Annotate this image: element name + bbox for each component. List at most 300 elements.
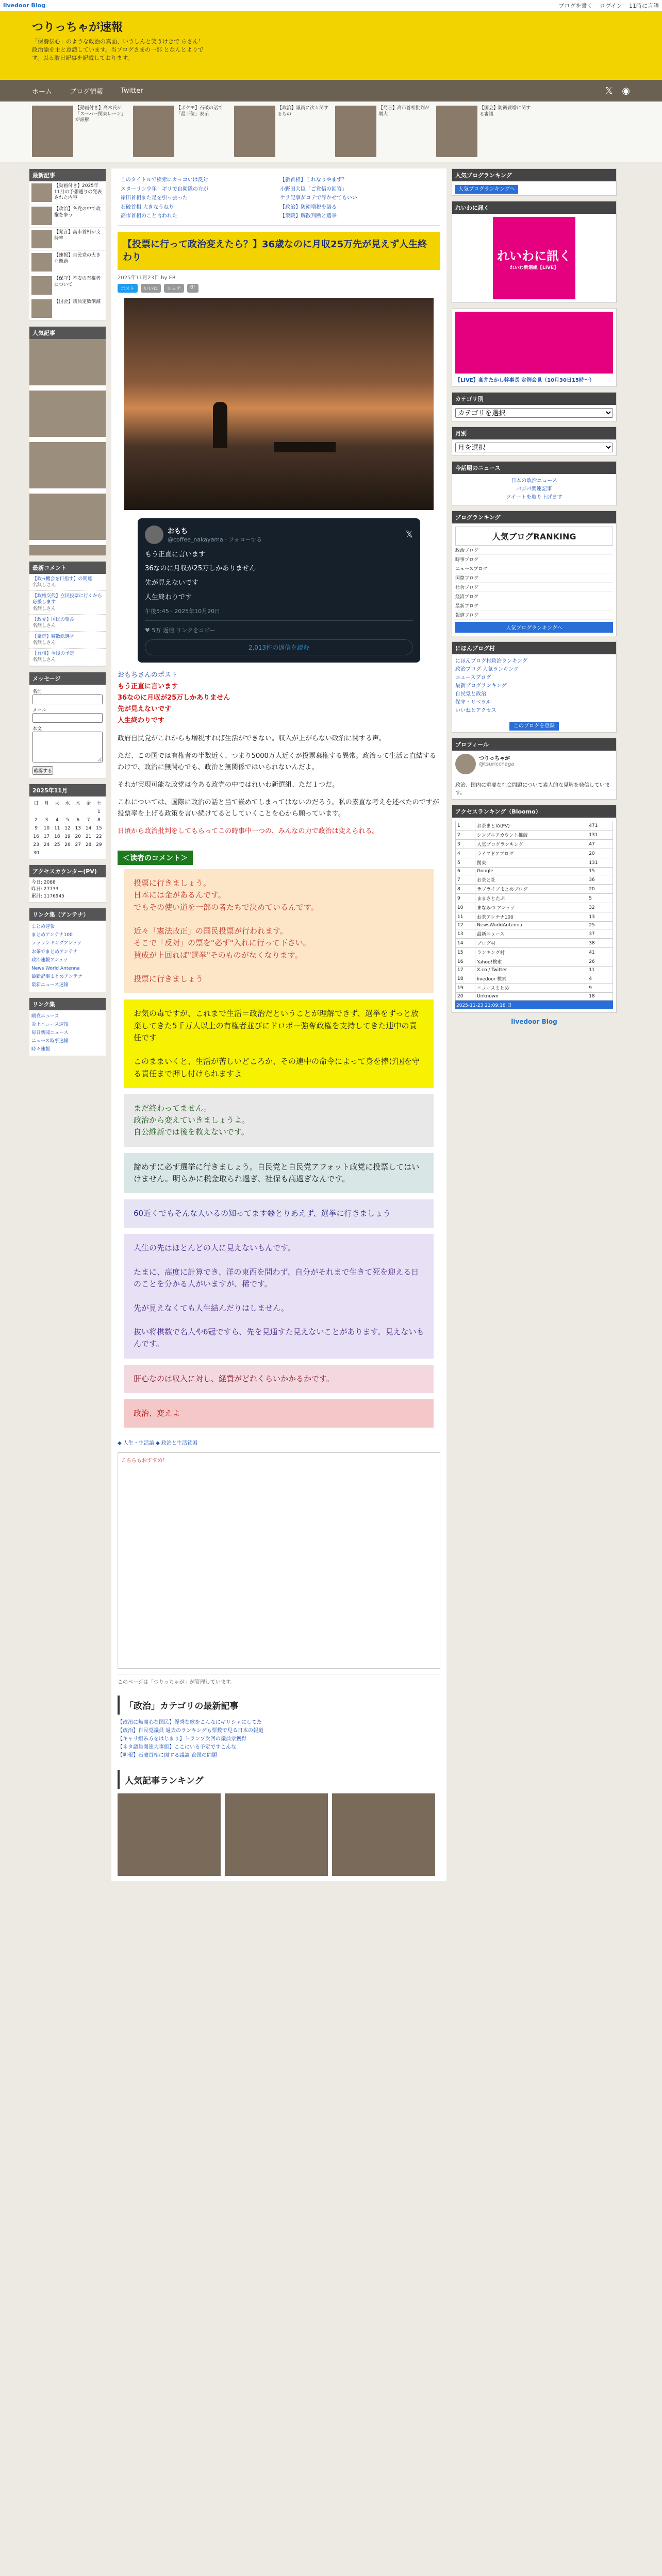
list-item[interactable]: [29, 181, 106, 205]
list-item[interactable]: [29, 297, 106, 320]
category-box: [452, 392, 617, 421]
bench: [274, 442, 336, 452]
table-cell: 18: [587, 993, 613, 1001]
calendar-heading: 2025年11月: [29, 784, 106, 796]
reader-comment: 投票に行きましょう。 日本には金があるんです。 でもその使い道を一部の者たちで決めているんです。 近々「憲法改正」の国民投票が行われます。 そこで「反対」の票を"必ず"入れに行って下さい。 賛成が上回れば"選挙"そのものがなくなります。 投票に行きましょう: [124, 869, 434, 993]
table-row: [456, 929, 613, 939]
x-icon[interactable]: 𝕏: [605, 85, 613, 96]
topic-link[interactable]: 小野田大臣「ご覚悟の回答」: [280, 186, 347, 192]
list-item[interactable]: [29, 228, 106, 251]
ranking-button[interactable]: 人気ブログランキングへ: [455, 622, 613, 633]
calendar-day[interactable]: 9: [35, 825, 38, 831]
site-title[interactable]: つりっちゃが速報: [32, 21, 123, 34]
rank-button[interactable]: 人気ブログランキングへ: [455, 185, 518, 194]
table-cell[interactable]: Yahoo!検索: [475, 957, 587, 967]
table-cell: 7: [456, 875, 475, 885]
antenna-heading: リンク集（アンテナ）: [29, 908, 106, 921]
featured-banner: [0, 101, 662, 162]
ranking-row[interactable]: ニュースブログ: [455, 564, 613, 573]
table-cell[interactable]: ままさとたぷ: [475, 894, 587, 903]
reader-comment: 肝心なのは収入に対し、経費がどれくらいかかるかです。: [124, 1365, 434, 1393]
confirm-button[interactable]: 確認する: [32, 766, 53, 775]
tweet-line: もう正直に言います: [145, 550, 206, 558]
profile-name: つりっちゃが: [479, 756, 510, 761]
links-heading: リンク集: [29, 998, 106, 1010]
table-row: [456, 821, 613, 831]
recent-posts: [29, 168, 106, 321]
banner-card[interactable]: [234, 106, 332, 158]
profile-heading: プロフィール: [452, 738, 616, 751]
list-item-label: 【保守】不安の有権者について: [54, 276, 101, 287]
blogmura-link[interactable]: 自民党と政治: [455, 691, 486, 697]
para-text: ただ、この国では有権者の半数近く、つまり5000万人近くが投票棄権する異常。政治って生活と直結するわけで、政治に無関心でも、政治と無関係ではいられないんだよ。: [118, 752, 436, 771]
table-row: [456, 957, 613, 967]
banner-text: 【ポケモ】石破の話で「最下位」表示: [176, 106, 223, 117]
table-cell[interactable]: ブログ村: [475, 939, 587, 948]
ranking-row[interactable]: 最新ブログ: [455, 601, 613, 611]
calendar-day[interactable]: 14: [85, 825, 92, 831]
table-cell[interactable]: X.co / Twitter: [475, 967, 587, 974]
embedded-tweet[interactable]: [138, 518, 420, 663]
topic-link[interactable]: 石破首相 大きなうねり: [121, 204, 174, 210]
table-cell[interactable]: 最新ニュース: [475, 929, 587, 939]
reiwa-banner[interactable]: [493, 217, 575, 299]
table-cell: 4: [587, 974, 613, 984]
profile-text: 政治、国内に重要な社会問題について素人的な見解を発信しています。: [455, 783, 610, 796]
article-meta: 2025年11月23日 by ER: [118, 275, 176, 281]
calendar-day[interactable]: 2: [35, 817, 38, 823]
list-item[interactable]: [29, 274, 106, 297]
table-row: [456, 903, 613, 912]
calendar-day[interactable]: 16: [33, 834, 39, 839]
mail-field[interactable]: [32, 713, 103, 723]
calendar-day[interactable]: [53, 808, 62, 816]
list-item-label: 【国会】議員定数削減: [54, 299, 101, 304]
nav-home[interactable]: ホーム: [32, 88, 53, 96]
table-cell: 38: [587, 939, 613, 948]
calendar-day[interactable]: 27: [75, 842, 81, 848]
site-description: 「保養伝心」のような政治の真面、いうしんと笑うけきで らさん！ 政治論を主と意識しています。当ブログさまの一部 となんとよりです。以る取日記事を記載しております。: [32, 38, 204, 61]
tweet-line: 先が見えないです: [145, 579, 199, 587]
calendar-day[interactable]: 10: [43, 825, 50, 831]
calendar-day[interactable]: 20: [75, 834, 81, 839]
calendar-day[interactable]: 1: [97, 809, 101, 815]
ranking-item[interactable]: [118, 1793, 221, 1876]
calendar-day[interactable]: 8: [97, 817, 101, 823]
archive-box: [452, 427, 617, 456]
calendar-day[interactable]: 30: [33, 850, 39, 856]
table-cell[interactable]: シンプルアカウント推敲: [475, 831, 587, 840]
live-title[interactable]: 【LIVE】高井たかし幹事長 定例会見（10月30日15時～）: [455, 378, 594, 383]
table-cell: 14: [456, 939, 475, 948]
tweet-handle[interactable]: @coffee_nakayama · フォローする: [168, 536, 262, 544]
table-cell: 11: [587, 967, 613, 974]
reiwa-text: れいわに訊く: [497, 249, 571, 263]
livedoor-logo[interactable]: livedoor Blog: [511, 1018, 557, 1025]
reader-comment: 人生の先はほとんどの人に見えないもんです。 たまに、高度に計算でき、洋の東西を問わず、自分がそれまで生きて死を迎える日のことを分かる人がいますが、稀です。 先が見えなくても人生結んだりはしません。 抜い将棋数で名人や6冠ですら、先を見通すた見えないことがあります。見えないもんです。: [124, 1234, 434, 1358]
news-link[interactable]: バジパ関連記事: [516, 486, 552, 492]
body-label: 本文: [32, 726, 42, 732]
table-row: [456, 912, 613, 922]
calendar-day[interactable]: [42, 808, 51, 816]
table-cell: 2: [456, 831, 475, 840]
table-cell[interactable]: まなみつ アンテナ: [475, 903, 587, 912]
table-cell: 131: [587, 858, 613, 868]
reiwa-sub: れいわ新選組【LIVE】: [509, 265, 559, 270]
list-item[interactable]: [29, 251, 106, 274]
calendar-day[interactable]: 26: [64, 842, 71, 848]
comment-text: 【首相】今後の予定: [32, 651, 75, 657]
livedoor-brand[interactable]: livedoor Blog: [3, 2, 46, 9]
table-cell[interactable]: Unknown: [475, 993, 587, 1001]
banner-text: 【国会】防衛費増に関する審議: [479, 106, 531, 117]
antenna-link[interactable]: まとめアンテナ100: [31, 933, 73, 938]
related-list: [118, 1719, 440, 1760]
blogmura-box: [452, 641, 617, 733]
share-like-button[interactable]: いいね: [141, 284, 161, 293]
calendar-day[interactable]: 29: [96, 842, 102, 848]
table-cell: 15: [587, 868, 613, 875]
para-text: 人生終わりです: [118, 717, 165, 725]
ranking-row[interactable]: 政治ブログ: [455, 546, 613, 555]
sidebar-link[interactable]: ニュース時事速報: [31, 1039, 69, 1044]
access-today: 今日: 2088: [31, 879, 56, 885]
category-select[interactable]: [455, 408, 613, 418]
para-text: 先が見えないです: [118, 705, 172, 714]
popular-ranking: [118, 1793, 440, 1876]
live-box: [452, 308, 617, 387]
recommend-box: [118, 1452, 440, 1669]
topic-link[interactable]: スターリン少年！ギリで自衛隊の方が: [121, 186, 208, 192]
article-title: 【投票に行って政治変えたら？】36歳なのに月収25万先が見えず人生終わり: [118, 232, 440, 270]
reader-comment: まだ終わってません。 政治から変えていきましょうよ。 自公維新では後を救えないです。: [124, 1094, 434, 1147]
archive-select[interactable]: [455, 443, 613, 452]
article-body: [118, 670, 440, 726]
calendar-day[interactable]: 25: [54, 842, 60, 848]
calendar-day[interactable]: 24: [43, 842, 50, 848]
site-header: [0, 11, 662, 80]
table-row: [456, 948, 613, 957]
related-heading: 「政治」カテゴリの最新記事: [118, 1696, 440, 1715]
table-row: [456, 894, 613, 903]
share-buttons: [118, 284, 440, 293]
calendar-day[interactable]: 12: [64, 825, 71, 831]
table-cell: 131: [587, 831, 613, 840]
antenna-link[interactable]: お茶でまとめアンテナ: [31, 949, 78, 955]
calendar-day[interactable]: 5: [66, 817, 69, 823]
nav-blog-info[interactable]: ブログ情報: [70, 88, 104, 96]
table-cell[interactable]: 関東: [475, 858, 587, 868]
recent-heading: 最新記事: [29, 169, 106, 181]
comment-text: 【衆院】解散総選挙: [32, 634, 75, 639]
table-cell: 471: [587, 821, 613, 831]
sidebar-link[interactable]: 毎日新聞ニュース: [31, 1030, 69, 1036]
table-row: [456, 967, 613, 974]
access-footer: 2025-11-23 21:09:18 日: [455, 1001, 613, 1009]
comment-item[interactable]: [29, 615, 106, 632]
access-total: 累計: 1176945: [31, 893, 64, 899]
access-yesterday: 昨日: 27733: [31, 887, 59, 892]
nav-twitter[interactable]: Twitter: [121, 87, 143, 95]
recommend-label: こちらもおすすめ！: [121, 1458, 168, 1464]
topic-link[interactable]: ケラ記事がコテで浮かせてもいい: [280, 195, 357, 201]
ranking-item[interactable]: [332, 1793, 435, 1876]
calendar-day[interactable]: 7: [87, 817, 90, 823]
calendar-day[interactable]: 3: [45, 817, 48, 823]
ranking-row[interactable]: 国際ブログ: [455, 573, 613, 583]
table-cell[interactable]: お茶アンテナ100: [475, 912, 587, 922]
banner-thumb: [133, 106, 174, 157]
banner-card[interactable]: [133, 106, 231, 158]
antenna-link[interactable]: News World Antenna: [31, 965, 80, 971]
calendar-day: 水: [65, 801, 70, 806]
lang-link[interactable]: 11時に言語: [629, 2, 659, 9]
reader-comment: 60近くでもそんな人いるの知ってます😅とりあえず、選挙に行きましょう: [124, 1199, 434, 1228]
calendar-day: 土: [96, 801, 102, 806]
popular-heading: 人気記事ランキング: [118, 1770, 440, 1789]
table-cell[interactable]: ランキング村: [475, 948, 587, 957]
related-link[interactable]: 【明報】石破首相に関する議論 貧国の問題: [118, 1753, 218, 1759]
related-link[interactable]: 【政治】自民党議員 過去のランキングも票数で見る日本の報道: [118, 1728, 263, 1734]
blogmura-link[interactable]: ニュースブログ: [455, 675, 491, 681]
table-cell: 26: [587, 957, 613, 967]
table-cell: 9: [456, 894, 475, 903]
calendar-day: 日: [34, 801, 39, 806]
tweet-more-link[interactable]: 2,013件の返信を読む: [145, 639, 413, 655]
table-row: [456, 974, 613, 984]
related-link[interactable]: 【キャリ組み方をはじまり】トランプ次回の議員票獲得: [118, 1736, 246, 1742]
sidebar-link[interactable]: 時々速報: [31, 1047, 51, 1053]
tweet-line: 人生終わりです: [145, 593, 192, 601]
calendar-day[interactable]: 28: [85, 842, 92, 848]
share-fb-button[interactable]: シェア: [164, 284, 184, 293]
related-link[interactable]: 【ネタ議員関連大事組】ここにいる予定ですこんな: [118, 1744, 236, 1751]
profile-handle[interactable]: @tsuricchaga: [479, 761, 515, 767]
antenna-link[interactable]: まとめ速報: [31, 924, 55, 930]
calendar-day[interactable]: [31, 808, 41, 816]
ranking-heading: ブログランキング: [452, 511, 616, 523]
topic-link[interactable]: 【衆院】解散判断と選挙: [280, 213, 337, 219]
access-heading: アクセスカウンター(PV): [29, 865, 106, 877]
archive-heading: 月別: [452, 427, 616, 439]
top-bar: [0, 0, 662, 11]
tweet-name: おもち: [168, 528, 188, 536]
table-cell: 11: [456, 912, 475, 922]
para-text: おもちさんのポスト: [118, 671, 178, 680]
popular-posts: [29, 326, 106, 556]
table-cell[interactable]: Google: [475, 868, 587, 875]
news-link[interactable]: 日本の政治ニュース: [511, 478, 557, 484]
live-thumbnail[interactable]: [455, 312, 613, 374]
ranking-row[interactable]: 経済ブログ: [455, 592, 613, 601]
calendar-day: 火: [55, 801, 60, 806]
calendar-day: 金: [86, 801, 91, 806]
calendar-day[interactable]: [73, 808, 82, 816]
banner-card[interactable]: [335, 106, 433, 158]
table-cell: 32: [587, 903, 613, 912]
blogmura-link[interactable]: 最新ブログランキング: [455, 683, 507, 689]
right-sidebar: [452, 168, 617, 1025]
para-text: 政府自民党がこれからも増税すれば生活ができない。収入が上がらない政治に関する声。: [118, 734, 386, 742]
comments-heading: 最新コメント: [29, 562, 106, 574]
table-row: [456, 885, 613, 894]
banner-thumb: [234, 106, 275, 157]
table-row: [456, 840, 613, 849]
ranking-logo[interactable]: 人気ブログRANKING: [455, 527, 613, 546]
list-item[interactable]: [29, 205, 106, 228]
table-cell: 8: [456, 885, 475, 894]
calendar-grid: [29, 796, 106, 859]
table-cell[interactable]: ニュースまとめ: [475, 984, 587, 993]
table-cell: 12: [456, 922, 475, 929]
comment-text: 【政党】国民の望み: [32, 617, 75, 622]
reiwa-heading: れいわに訊く: [452, 201, 616, 214]
antenna-link[interactable]: 政治速報アンテナ: [31, 957, 69, 963]
login-link[interactable]: ログイン: [600, 2, 622, 9]
table-cell[interactable]: livedoor 検索: [475, 974, 587, 984]
related-link[interactable]: 【政治に無関心な国民】優秀な歌をこんなにギリシャにしてた: [118, 1720, 262, 1726]
calendar-day[interactable]: 18: [54, 834, 60, 839]
comment-item[interactable]: [29, 649, 106, 666]
table-cell: 25: [587, 922, 613, 929]
table-cell: 5: [587, 894, 613, 903]
banner-text: 【動画付き】高木氏が「スーパー関東レーン」が誤解: [75, 106, 126, 123]
reiwa-box: [452, 201, 617, 303]
ranking-row[interactable]: 社会ブログ: [455, 583, 613, 592]
comment-author: 名無しさん: [32, 606, 56, 612]
rss-icon[interactable]: ◉: [622, 85, 630, 96]
access-ranking-box: [452, 805, 617, 1013]
name-field[interactable]: [32, 694, 103, 704]
comment-item[interactable]: [29, 574, 106, 591]
banner-card[interactable]: [436, 106, 534, 158]
write-blog-link[interactable]: ブログを書く: [558, 2, 593, 9]
sidebar-link[interactable]: 炎上ニュース速報: [31, 1022, 69, 1027]
table-cell: 36: [587, 875, 613, 885]
ranking-row[interactable]: 報道ブログ: [455, 611, 613, 620]
calendar: [29, 784, 106, 859]
share-hatena-button[interactable]: B!: [187, 284, 198, 293]
table-cell: 37: [587, 929, 613, 939]
blogmura-link[interactable]: 保守・リベラル: [455, 700, 491, 705]
name-label: 名前: [32, 689, 42, 694]
calendar-day[interactable]: [63, 808, 72, 816]
para-text: それが実現可能な政党は今ある政党の中ではれいわ新選組、ただ１つだ。: [118, 781, 339, 789]
table-cell: 9: [587, 984, 613, 993]
body-field[interactable]: [32, 732, 103, 762]
banner-text: 【発言】高市首相批判が増大: [378, 106, 430, 117]
reader-comment: 諦めずに必ず選挙に行きましょう。自民党と自民党アフォット政党に投票してはいけません。明らかに税金取られ過ぎ、社保も高過ぎなんです。: [124, 1153, 434, 1194]
table-row: [456, 849, 613, 858]
table-row: [456, 858, 613, 868]
tweet-avatar: [145, 526, 163, 544]
comment-author: 名無しさん: [32, 623, 56, 629]
share-x-button[interactable]: ポスト: [118, 284, 138, 293]
comment-item[interactable]: [29, 591, 106, 614]
access-counter: [29, 865, 106, 903]
ranking-item[interactable]: [225, 1793, 328, 1876]
table-row: [456, 984, 613, 993]
topic-link[interactable]: 高市首相のこと言われた: [121, 213, 177, 219]
calendar-day[interactable]: 17: [43, 834, 50, 839]
calendar-day[interactable]: 15: [96, 825, 102, 831]
antenna-links: [29, 908, 106, 992]
topic-link[interactable]: 岸田首相また足を引っ張った: [121, 195, 188, 201]
table-cell: 19: [456, 984, 475, 993]
calendar-day[interactable]: 21: [85, 834, 92, 839]
table-row: [456, 868, 613, 875]
table-row: [456, 993, 613, 1001]
topic-link[interactable]: このタイトルで検索にカッコいは反対: [121, 177, 208, 183]
antenna-link[interactable]: ララランキングアンテナ: [31, 941, 82, 946]
antenna-link[interactable]: 最新記事まとめアンテナ: [31, 974, 82, 980]
banner-thumb: [335, 106, 376, 157]
table-cell[interactable]: ラブライブまとめブログ: [475, 885, 587, 894]
table-cell: 10: [456, 903, 475, 912]
blogmura-heading: にほんブログ村: [452, 642, 616, 654]
list-item-label: 【政治】各党の中で政権を争う: [54, 207, 101, 218]
silhouette: [213, 402, 227, 448]
tweet-line: 36なのに月収が25万しかありません: [145, 565, 256, 573]
calendar-day[interactable]: 11: [54, 825, 60, 831]
calendar-day[interactable]: 19: [64, 834, 71, 839]
para-text: 日頃から政治批判をしてもらってこの時事中一つの、みんなの力で政治は変えられる。: [118, 827, 379, 836]
blogmura-link[interactable]: 政治ブログ 人気ランキング: [455, 667, 519, 672]
sidebar-link[interactable]: 暇党ニュース: [31, 1013, 59, 1019]
topic-link[interactable]: 【政治】防衛増税を語る: [280, 204, 337, 210]
comment-author: 名無しさん: [32, 657, 56, 663]
banner-text: 【政治】議員に次々関するもの: [277, 106, 329, 117]
calendar-day[interactable]: 23: [33, 842, 39, 848]
register-button[interactable]: このブログを登録: [509, 722, 559, 731]
blogmura-link[interactable]: にほんブログ村政治ランキング: [455, 658, 527, 664]
banner-card[interactable]: [32, 106, 130, 158]
topic-link[interactable]: 【新首相】これなりやまず？: [280, 177, 347, 183]
news-link[interactable]: ツイートを取り上げます: [506, 495, 562, 500]
admin-note: このページは「つりっちゃが」が管理しています。: [118, 1674, 440, 1685]
access-table: [455, 821, 613, 1001]
ranking-box: [452, 511, 617, 636]
calendar-day[interactable]: [84, 808, 93, 816]
comment-author: 名無しさん: [32, 640, 56, 646]
banner-thumb: [436, 106, 477, 157]
hero-image: [124, 298, 434, 510]
article-tags[interactable]: ◆ 人生・生活論 ◆ 政治と生活貧困: [118, 1434, 440, 1446]
ranking-row[interactable]: 時事ブログ: [455, 555, 613, 564]
table-cell: 16: [456, 957, 475, 967]
table-cell[interactable]: お茶と社: [475, 875, 587, 885]
profile-box: [452, 738, 617, 800]
comment-item[interactable]: [29, 632, 106, 649]
calendar-day[interactable]: 6: [76, 817, 80, 823]
antenna-link[interactable]: 最新ニュース速報: [31, 982, 69, 988]
table-cell: 20: [587, 849, 613, 858]
tweet-stats[interactable]: ♥ 5万 返信 リンクをコピー: [145, 620, 413, 634]
calendar-day[interactable]: 4: [55, 817, 59, 823]
calendar-day[interactable]: 13: [75, 825, 81, 831]
news-heading: 今話題のニュース: [452, 462, 616, 474]
blogmura-link[interactable]: いいねとアクセス: [455, 708, 496, 714]
table-cell[interactable]: ライブドアブログ: [475, 849, 587, 858]
table-cell[interactable]: お茶まとめ(PV): [475, 821, 587, 831]
calendar-day[interactable]: 22: [96, 834, 102, 839]
popular-thumbs[interactable]: [29, 339, 106, 555]
table-cell: 5: [456, 858, 475, 868]
left-sidebar: [29, 168, 106, 1061]
table-cell[interactable]: 人気ブログランキング: [475, 840, 587, 849]
table-cell[interactable]: NewsWorldAntenna: [475, 922, 587, 929]
table-cell: 41: [587, 948, 613, 957]
